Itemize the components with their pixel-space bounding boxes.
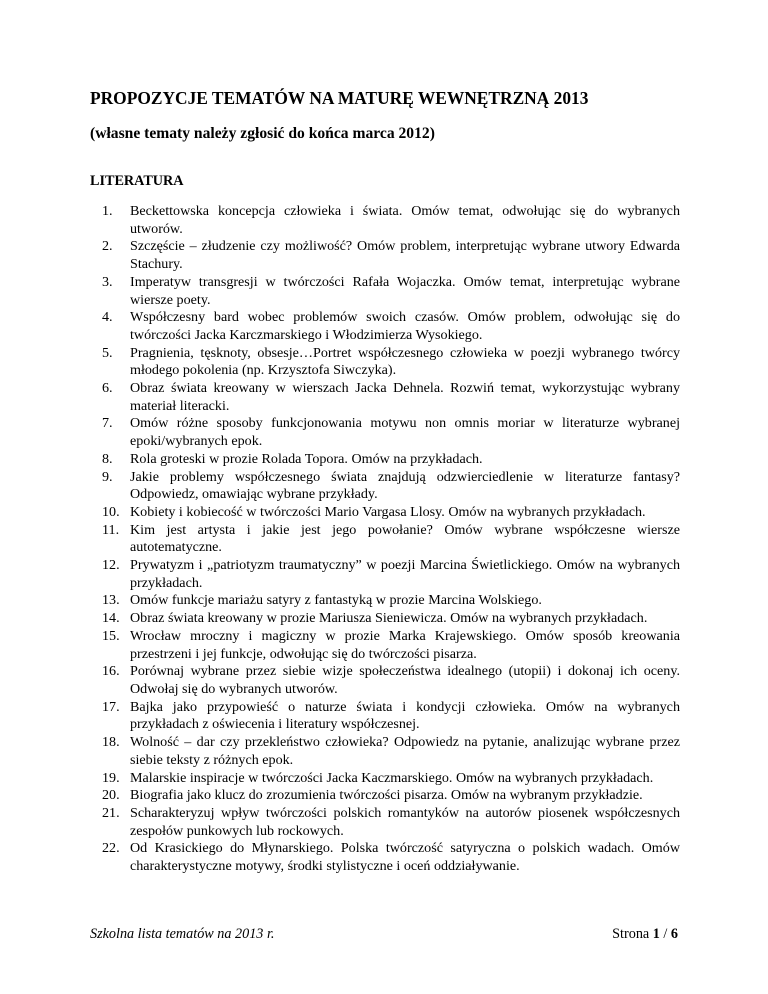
topic-item	[102, 345, 680, 380]
topic-text: Wrocław mroczny i magiczny w prozie Marka Krajewskiego. Omów sposób kreowania przestrzeni i jej funkcje, odwołując się do twórczości pisarza.	[130, 627, 680, 662]
topic-text: Wolność – dar czy przekleństwo człowieka? Odpowiedz na pytanie, analizując wybrane przez siebie teksty z różnych epok.	[130, 734, 680, 768]
topic-number: 20.	[102, 787, 120, 804]
topic-text: Prywatyzm i „patriotyzm traumatyczny” w poezji Marcina Świetlickiego. Omów na wybranych przykładach.	[130, 557, 680, 591]
topic-number: 9.	[102, 468, 113, 485]
page-title: PROPOZYCJE TEMATÓW NA MATURĘ WEWNĘTRZNĄ 2013	[90, 88, 589, 108]
topic-item	[102, 805, 680, 840]
topic-number: 16.	[102, 663, 120, 680]
topic-number: 3.	[102, 273, 113, 290]
topic-text: Jakie problemy współczesnego świata znajdują odzwierciedlenie w literaturze fantasy? Odpowiedz, omawiając wybrane przykłady.	[130, 468, 680, 503]
topic-text: Malarskie inspiracje w twórczości Jacka Kaczmarskiego. Omów na wybranych przykładach.	[130, 769, 654, 786]
topic-number: 17.	[102, 698, 120, 715]
page-subtitle: (własne tematy należy zgłosić do końca marca 2012)	[90, 125, 435, 142]
topic-text: Pragnienia, tęsknoty, obsesje…Portret współczesnego człowieka w poezji wybranego twórcy młodego pokolenia (np. Krzysztofa Siwczyka).	[130, 344, 680, 379]
topic-text: Kobiety i kobiecość w twórczości Mario Vargasa Llosy. Omów na wybranych przykładach.	[130, 503, 646, 520]
topic-number: 18.	[102, 734, 120, 751]
topic-item	[102, 770, 680, 788]
topic-text: Scharakteryzuj wpływ twórczości polskich romantyków na autorów piosenek współczesnych zespołów punkowych lub rockowych.	[130, 804, 680, 839]
topic-text: Współczesny bard wobec problemów swoich czasów. Omów problem, odwołując się do twórczości Jacka Karczmarskiego i Włodzimierza Wysokiego.	[130, 309, 680, 343]
topic-number: 1.	[102, 203, 113, 219]
page-label: Strona	[612, 926, 650, 942]
topic-item	[102, 787, 680, 805]
topic-number: 11.	[102, 521, 120, 538]
page-current: 1	[652, 926, 660, 942]
page-separator: /	[663, 926, 668, 942]
topic-number: 2.	[102, 238, 113, 255]
topic-text: Od Krasickiego do Młynarskiego. Polska twórczość satyryczna o polskich wadach. Omów charakterystyczne motywy, środki stylistyczne i oceń oddziaływanie.	[130, 840, 680, 875]
topic-item	[102, 415, 680, 450]
topic-item	[102, 203, 680, 238]
topic-item	[102, 557, 680, 592]
topic-item	[102, 610, 680, 628]
topic-text: Imperatyw transgresji w twórczości Rafała Wojaczka. Omów temat, interpretując wybrane wiersze poety.	[130, 273, 680, 308]
topic-item	[102, 699, 680, 734]
topic-item	[102, 522, 680, 557]
topic-number: 19.	[102, 769, 120, 786]
topic-text: Kim jest artysta i jakie jest jego powołanie? Omów wybrane współczesne wiersze autotematyczne.	[130, 521, 680, 556]
topic-text: Omów funkcje mariażu satyry z fantastyką w prozie Marcina Wolskiego.	[130, 592, 542, 609]
topic-text: Omów różne sposoby funkcjonowania motywu non omnis moriar w literaturze wybranej epoki/wybranych epok.	[130, 415, 680, 450]
topic-text: Biografia jako klucz do zrozumienia twórczości pisarza. Omów na wybranym przykładzie.	[130, 787, 643, 804]
topic-number: 22.	[102, 840, 120, 857]
footer-document-label: Szkolna lista tematów na 2013 r.	[90, 926, 275, 942]
topic-number: 21.	[102, 804, 120, 821]
topic-item	[102, 628, 680, 663]
topic-number: 15.	[102, 627, 120, 644]
topic-item	[102, 840, 680, 875]
topic-number: 6.	[102, 380, 113, 397]
topic-number: 14.	[102, 610, 120, 627]
topic-item	[102, 663, 680, 698]
topic-text: Szczęście – złudzenie czy możliwość? Omów problem, interpretując wybrane utwory Edwarda Stachury.	[130, 238, 680, 273]
topic-item	[102, 451, 680, 469]
topic-text: Porównaj wybrane przez siebie wizje społeczeństwa idealnego (utopii) i dokonaj ich oceny. Odwołaj się do wybranych utworów.	[130, 663, 680, 697]
topic-item	[102, 504, 680, 522]
topic-item	[102, 592, 680, 610]
topic-item	[102, 238, 680, 273]
topic-item	[102, 380, 680, 415]
topic-text: Beckettowska koncepcja człowieka i świata. Omów temat, odwołując się do wybranych utworów.	[130, 203, 680, 237]
topic-number: 12.	[102, 557, 120, 574]
topic-number: 10.	[102, 503, 120, 520]
topic-text: Obraz świata kreowany w wierszach Jacka Dehnela. Rozwiń temat, wykorzystując wybrany materiał literacki.	[130, 380, 680, 414]
topic-number: 5.	[102, 344, 113, 361]
section-heading: LITERATURA	[90, 173, 184, 189]
topic-text: Obraz świata kreowany w prozie Mariusza Sieniewicza. Omów na wybranych przykładach.	[130, 610, 648, 627]
topic-text: Rola groteski w prozie Rolada Topora. Omów na przykładach.	[130, 450, 483, 467]
topic-item	[102, 734, 680, 769]
topic-text: Bajka jako przypowieść o naturze świata i kondycji człowieka. Omów na wybranych przykładach z oświecenia i literatury współczesnej.	[130, 698, 680, 733]
topic-number: 7.	[102, 415, 113, 432]
topic-number: 13.	[102, 592, 120, 609]
topic-list	[102, 203, 680, 876]
page-total: 6	[670, 926, 678, 942]
page-number	[612, 925, 678, 943]
topic-item	[102, 309, 680, 344]
topic-item	[102, 469, 680, 504]
topic-number: 4.	[102, 309, 113, 326]
topic-item	[102, 274, 680, 309]
topic-number: 8.	[102, 450, 113, 467]
